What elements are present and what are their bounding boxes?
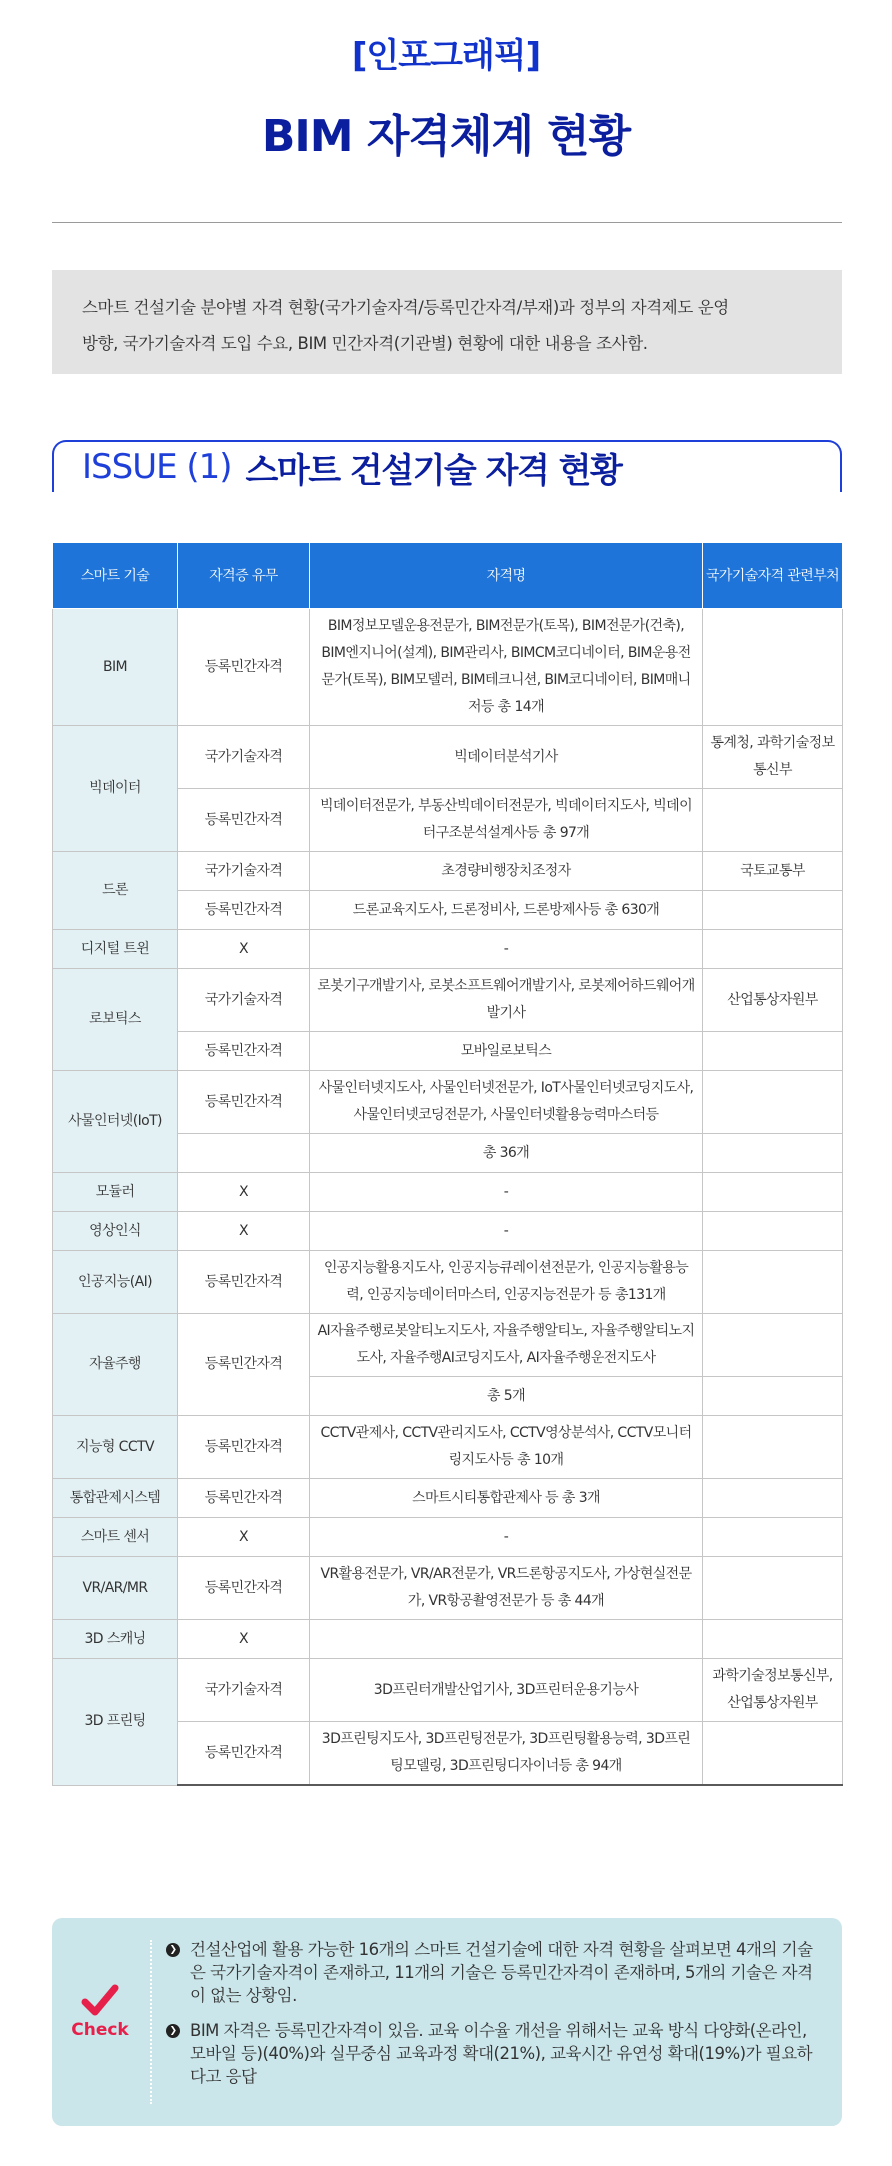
- tech-cell: BIM: [53, 609, 178, 726]
- table-row: [53, 1071, 843, 1134]
- table-row: [53, 1212, 843, 1251]
- names-cell: 초경량비행장치조정자: [310, 852, 703, 891]
- names-cell: -: [310, 1518, 703, 1557]
- ministry-cell: 산업통상자원부: [703, 969, 843, 1032]
- tech-cell: 사물인터넷(IoT): [53, 1071, 178, 1173]
- divider: [52, 222, 842, 223]
- type-cell: [178, 1134, 310, 1173]
- table-row: [53, 726, 843, 789]
- check-item-text: 건설산업에 활용 가능한 16개의 스마트 건설기술에 대한 자격 현황을 살펴보면 4개의 기술은 국가기술자격이 존재하고, 11개의 기술은 등록민간자격이 존재하며, 5개의 기술은 자격이 없는 상황임.: [190, 1940, 813, 2005]
- ministry-cell: [703, 1479, 843, 1518]
- table-row: [53, 930, 843, 969]
- check-box: [52, 1918, 842, 2126]
- tech-cell: 스마트 센서: [53, 1518, 178, 1557]
- check-list: [166, 1938, 816, 2100]
- ministry-cell: [703, 789, 843, 852]
- checkmark-icon: [80, 1984, 120, 2018]
- type-cell: X: [178, 1518, 310, 1557]
- intro-line-2: 방향, 국가기술자격 도입 수요, BIM 민간자격(기관별) 현황에 대한 내용을 조사함.: [82, 334, 648, 353]
- names-cell: 모바일로보틱스: [310, 1032, 703, 1071]
- type-cell: 국가기술자격: [178, 852, 310, 891]
- table-row: [53, 1479, 843, 1518]
- ministry-cell: [703, 1620, 843, 1659]
- names-cell: 사물인터넷지도사, 사물인터넷전문가, IoT사물인터넷코딩지도사, 사물인터넷코딩전문가, 사물인터넷활용능력마스터등: [310, 1071, 703, 1134]
- type-cell: X: [178, 1212, 310, 1251]
- table-row: [53, 609, 843, 726]
- table-row: [53, 1518, 843, 1557]
- type-cell: X: [178, 1173, 310, 1212]
- names-cell: 스마트시티통합관제사 등 총 3개: [310, 1479, 703, 1518]
- table-row: [53, 1416, 843, 1479]
- table-header-row: [53, 543, 843, 609]
- type-cell: 등록민간자격: [178, 1479, 310, 1518]
- ministry-cell: [703, 1314, 843, 1377]
- type-cell: 등록민간자격: [178, 609, 310, 726]
- check-divider: [150, 1940, 152, 2104]
- tech-cell: 지능형 CCTV: [53, 1416, 178, 1479]
- names-cell: 인공지능활용지도사, 인공지능큐레이션전문가, 인공지능활용능력, 인공지능데이터마스터, 인공지능전문가 등 총131개: [310, 1251, 703, 1314]
- ministry-cell: [703, 1377, 843, 1416]
- col-header-tech: 스마트 기술: [53, 543, 178, 609]
- ministry-cell: [703, 1518, 843, 1557]
- col-header-ministry: 국가기술자격 관련부처: [703, 543, 843, 609]
- table-row: [53, 1557, 843, 1620]
- check-label: Check: [71, 2020, 129, 2040]
- names-cell: 총 5개: [310, 1377, 703, 1416]
- qualification-table: [52, 542, 843, 1786]
- names-cell: 3D프린터개발산업기사, 3D프린터운용기능사: [310, 1659, 703, 1722]
- type-cell: 등록민간자격: [178, 1722, 310, 1786]
- tech-cell: 3D 프린팅: [53, 1659, 178, 1786]
- tech-cell: 빅데이터: [53, 726, 178, 852]
- tech-cell: 드론: [53, 852, 178, 930]
- ministry-cell: [703, 1416, 843, 1479]
- tech-cell: 자율주행: [53, 1314, 178, 1416]
- check-item: [166, 2019, 816, 2088]
- names-cell: 빅데이터분석기사: [310, 726, 703, 789]
- names-cell: 로봇기구개발기사, 로봇소프트웨어개발기사, 로봇제어하드웨어개발기사: [310, 969, 703, 1032]
- table-row: [53, 852, 843, 891]
- names-cell: AI자율주행로봇알티노지도사, 자율주행알티노, 자율주행알티노지도사, 자율주행AI코딩지도사, AI자율주행운전지도사: [310, 1314, 703, 1377]
- names-cell: -: [310, 1173, 703, 1212]
- type-cell: 국가기술자격: [178, 1659, 310, 1722]
- type-cell: 등록민간자격: [178, 789, 310, 852]
- type-cell: 등록민간자격: [178, 1071, 310, 1134]
- type-cell: 국가기술자격: [178, 726, 310, 789]
- ministry-cell: [703, 891, 843, 930]
- check-badge: [70, 1984, 130, 2040]
- ministry-cell: [703, 609, 843, 726]
- names-cell: 3D프린팅지도사, 3D프린팅전문가, 3D프린팅활용능력, 3D프린팅모델링, 3D프린팅디자이너등 총 94개: [310, 1722, 703, 1786]
- chevron-right-icon: ❯: [166, 2024, 180, 2038]
- type-cell: 등록민간자격: [178, 1557, 310, 1620]
- names-cell: -: [310, 1212, 703, 1251]
- names-cell: 빅데이터전문가, 부동산빅데이터전문가, 빅데이터지도사, 빅데이터구조분석설계사등 총 97개: [310, 789, 703, 852]
- tech-cell: 로보틱스: [53, 969, 178, 1071]
- ministry-cell: [703, 1212, 843, 1251]
- tech-cell: 영상인식: [53, 1212, 178, 1251]
- page-title: BIM 자격체계 현황: [261, 111, 631, 162]
- ministry-cell: [703, 1134, 843, 1173]
- tech-cell: 모듈러: [53, 1173, 178, 1212]
- type-cell: 등록민간자격: [178, 1251, 310, 1314]
- col-header-names: 자격명: [310, 543, 703, 609]
- names-cell: BIM정보모델운용전문가, BIM전문가(토목), BIM전문가(건축), BIM엔지니어(설계), BIM관리사, BIMCM코디네이터, BIM운용전문가(토목), BIM모델러, BIM테크니션, BIM코디네이터, BIM매니저등 총 14개: [310, 609, 703, 726]
- check-item-text: BIM 자격은 등록민간자격이 있음. 교육 이수율 개선을 위해서는 교육 방식 다양화(온라인, 모바일 등)(40%)와 실무중심 교육과정 확대(21%), 교육시간 유연성 확대(19%)가 필요하다고 응답: [190, 2021, 813, 2086]
- issue-title: 스마트 건설기술 자격 현황: [245, 450, 622, 491]
- names-cell: 드론교육지도사, 드론정비사, 드론방제사등 총 630개: [310, 891, 703, 930]
- table-row: [53, 1314, 843, 1377]
- table-row: [53, 1173, 843, 1212]
- type-cell: 등록민간자격: [178, 1314, 310, 1416]
- table-row: [53, 1620, 843, 1659]
- table-row: [53, 1659, 843, 1722]
- type-cell: 등록민간자격: [178, 891, 310, 930]
- type-cell: 등록민간자격: [178, 1416, 310, 1479]
- type-cell: 등록민간자격: [178, 1032, 310, 1071]
- table-row: [53, 1251, 843, 1314]
- names-cell: -: [310, 930, 703, 969]
- issue-number: ISSUE (1): [82, 447, 232, 487]
- ministry-cell: [703, 930, 843, 969]
- type-cell: X: [178, 1620, 310, 1659]
- type-cell: X: [178, 930, 310, 969]
- col-header-type: 자격증 유무: [178, 543, 310, 609]
- issue-header: [52, 440, 842, 492]
- type-cell: 국가기술자격: [178, 969, 310, 1032]
- intro-box: [52, 270, 842, 374]
- ministry-cell: 국토교통부: [703, 852, 843, 891]
- infographic-tag: [인포그래픽]: [351, 36, 541, 76]
- tech-cell: 통합관제시스템: [53, 1479, 178, 1518]
- chevron-right-icon: ❯: [166, 1943, 180, 1957]
- ministry-cell: 통계청, 과학기술정보통신부: [703, 726, 843, 789]
- tech-cell: 3D 스캐닝: [53, 1620, 178, 1659]
- names-cell: [310, 1620, 703, 1659]
- ministry-cell: 과학기술정보통신부, 산업통상자원부: [703, 1659, 843, 1722]
- ministry-cell: [703, 1032, 843, 1071]
- ministry-cell: [703, 1722, 843, 1786]
- tech-cell: 디지털 트윈: [53, 930, 178, 969]
- ministry-cell: [703, 1173, 843, 1212]
- ministry-cell: [703, 1071, 843, 1134]
- names-cell: VR활용전문가, VR/AR전문가, VR드론항공지도사, 가상현실전문가, VR항공촬영전문가 등 총 44개: [310, 1557, 703, 1620]
- tech-cell: 인공지능(AI): [53, 1251, 178, 1314]
- names-cell: 총 36개: [310, 1134, 703, 1173]
- table-row: [53, 969, 843, 1032]
- check-item: [166, 1938, 816, 2007]
- tech-cell: VR/AR/MR: [53, 1557, 178, 1620]
- names-cell: CCTV관제사, CCTV관리지도사, CCTV영상분석사, CCTV모니터링지도사등 총 10개: [310, 1416, 703, 1479]
- ministry-cell: [703, 1251, 843, 1314]
- ministry-cell: [703, 1557, 843, 1620]
- intro-line-1: 스마트 건설기술 분야별 자격 현황(국가기술자격/등록민간자격/부재)과 정부의 자격제도 운영: [82, 298, 729, 317]
